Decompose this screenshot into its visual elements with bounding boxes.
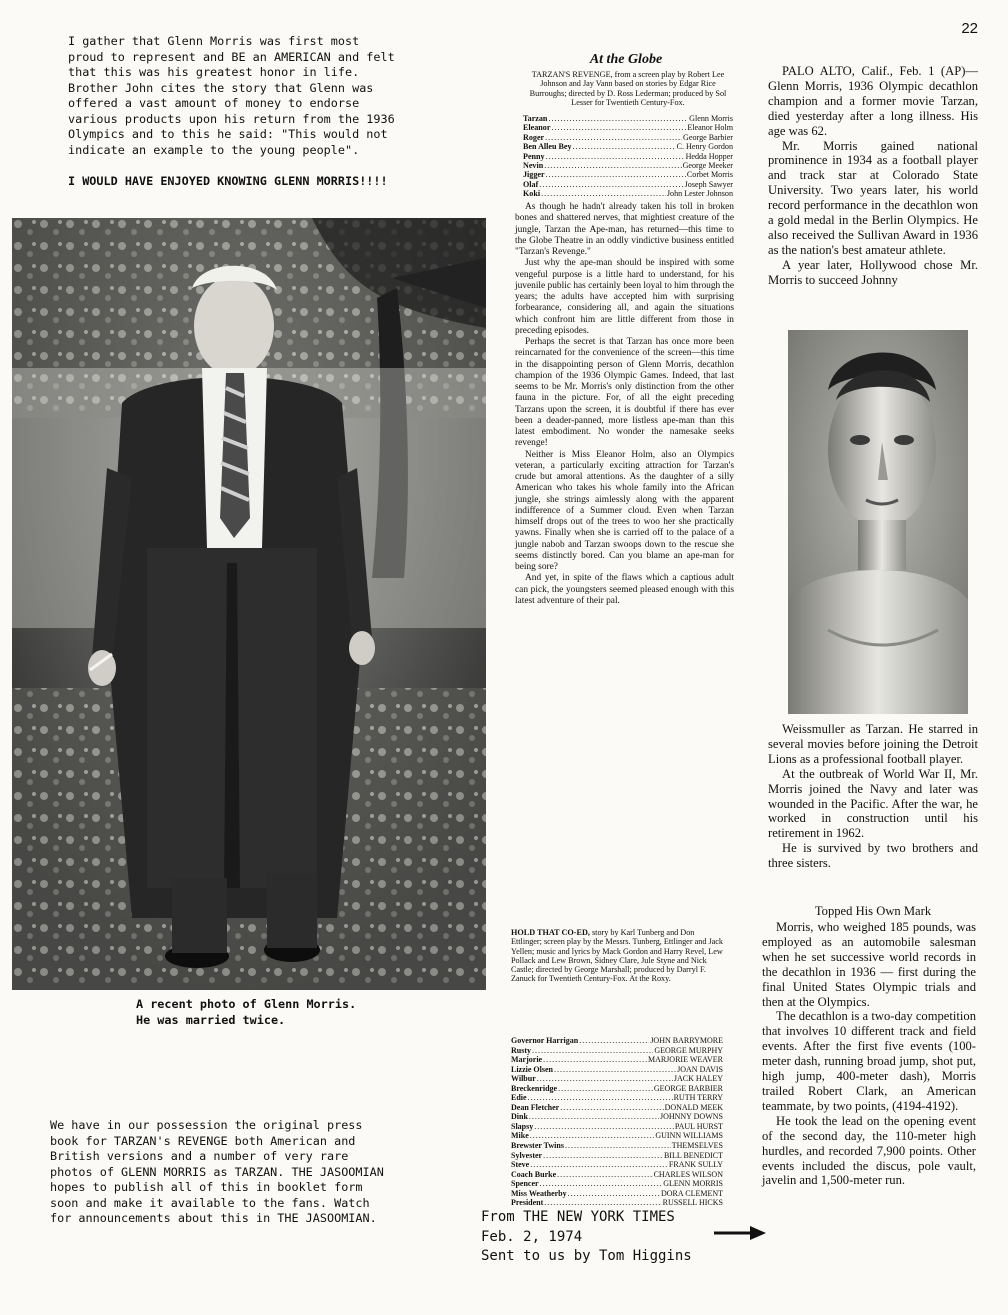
cast-row [523, 123, 733, 132]
cast-role: Governor Harrigan [511, 1036, 579, 1045]
tarzans-revenge-cast-list [523, 114, 733, 199]
cast-actor: FRANK SULLY [668, 1160, 723, 1170]
cast-actor: DONALD MEEK [664, 1102, 723, 1112]
hold-that-coed-title: HOLD THAT CO-ED, [511, 928, 590, 937]
cast-row [511, 1084, 723, 1094]
obituary-paragraph: The decathlon is a two-day competition that involves 10 different track and field events. After the first five events (100-meter dash, running broad jump, shot put, high jump, 400-meter dash), Morris trailed Robert Clark, an American teammate, by two points, (4194-4192). [762, 1009, 976, 1113]
cast-row [523, 180, 733, 189]
cast-role: Dean Fletcher [511, 1102, 560, 1112]
cast-role: Sylvester [511, 1150, 543, 1160]
cast-role: Jigger [523, 170, 545, 180]
intro-paragraph: I gather that Glenn Morris was first most proud to represent and BE an AMERICAN and felt that this was his greatest honor in life. Brother John cites the story that Glenn was offered a vast amount of money to endorse various products upon his return from the 1936 Olympics and to this he said: "This would not indicate an example to the young people". [68, 34, 395, 157]
cast-actor: BILL BENEDICT [663, 1150, 723, 1160]
obituary-paragraph: Weissmuller as Tarzan. He starred in several movies before joining the Detroit Lions as a professional football player. [768, 722, 978, 766]
obituary-paragraph: PALO ALTO, Calif., Feb. 1 (AP)—Glenn Morris, 1936 Olympic decathlon champion and a former movie Tarzan, died yesterday after a long illness. His age was 62. [768, 64, 978, 138]
press-book-note: We have in our possession the original press book for TARZAN's REVENGE both American and British versions and a number of very rare photos of GLENN MORRIS as TARZAN. THE JASOOMIAN hopes to publish all of this in booklet form soon and make it available to the fans. Watch for announcements about this in THE JASOOMIAN. [50, 1118, 384, 1225]
young-glenn-morris-photo [788, 330, 968, 714]
cast-row [523, 189, 733, 198]
cast-role: Marjorie [511, 1055, 543, 1065]
cast-role: Mike [511, 1131, 529, 1141]
cast-row [511, 1074, 723, 1084]
cast-actor: C. Henry Gordon [676, 142, 733, 152]
left-photo-caption: A recent photo of Glenn Morris. He was married twice. [136, 997, 357, 1027]
cast-row [511, 1179, 723, 1189]
hold-that-coed-credits [511, 928, 723, 984]
arrow-right-icon [712, 1224, 768, 1247]
obituary-paragraph: A year later, Hollywood chose Mr. Morris to succeed Johnny [768, 257, 978, 287]
cast-row [523, 114, 733, 123]
cast-role: Olaf [523, 179, 539, 189]
cast-role: Spencer [511, 1179, 539, 1189]
cast-actor: George Barbier [683, 132, 733, 142]
review-paragraph: Perhaps the secret is that Tarzan has once more been reincarnated for the convenience of the screen—this time in the disappointing person of Glenn Morris, decathlon champion of the 1936 Olympic Games. Indeed, that last seems to be Mr. Morris's only distinction from the other fauna in the picture. For, of all the eight preceding Tarzans upon the screen, it is doubtful if there has ever been a deader-panned, more listless ape-man than this latest embodiment. No wonder the namesake seeks revenge! [515, 337, 734, 449]
cast-actor: RUSSELL HICKS [662, 1198, 723, 1208]
cast-row [511, 1093, 723, 1103]
cast-actor: THEMSELVES [671, 1141, 723, 1151]
cast-role: Roger [523, 132, 545, 142]
cast-actor: Eleanor Holm [687, 123, 733, 133]
cast-role: Slapsy [511, 1121, 534, 1131]
cast-row [511, 1036, 723, 1046]
cast-row [511, 1131, 723, 1141]
cast-role: Eleanor [523, 123, 551, 133]
cast-actor: GEORGE MURPHY [654, 1045, 723, 1055]
cast-row [511, 1160, 723, 1170]
obituary-part-3 [762, 920, 976, 1188]
cast-row [511, 1170, 723, 1180]
cast-actor: DORA CLEMENT [661, 1188, 723, 1198]
cast-role: Koki [523, 189, 541, 199]
cast-actor: RUTH TERRY [673, 1093, 723, 1103]
hold-that-coed-credit-text: story by Karl Tunberg and Don Ettlinger; screen play by the Messrs. Tunberg, Ettlinger and Jack Yellen; music and lyrics by Mack Gordon and Harry Revel, Lew Pollack and Lew Brown, Sidney Clare, Jule Styne and Nick Castle; directed by George Marshall; produced by Darryl F. Zanuck for Twentieth Century-Fox. At the Roxy. [511, 928, 724, 984]
review-paragraph: As though he hadn't already taken his toll in broken bones and shattered nerves, that mightiest creature of the jungle, Tarzan the Ape-man, has returned—this time to the Globe Theatre in an oddly vindictive business entitled "Tarzan's Revenge." [515, 202, 734, 257]
cast-actor: MARJORIE WEAVER [647, 1055, 723, 1065]
cast-role: Brewster Twins [511, 1141, 564, 1151]
review-paragraph: Just why the ape-man should be inspired with some vengeful purpose is a little hard to understand, for his juvenile public has certainly been loyal to him through the years; the adults have accepted him with surprising forbearance, considering all, and again the situations which confront him are little different from those in preceding episodes. [515, 258, 734, 336]
cast-row [523, 170, 733, 179]
cast-role: Steve [511, 1160, 530, 1170]
cast-role: Penny [523, 151, 545, 161]
source-note: From THE NEW YORK TIMES Feb. 2, 1974 Sent to us by Tom Higgins [481, 1209, 692, 1264]
cast-actor: JOHN BARRYMORE [650, 1036, 723, 1045]
cast-role: Dink [511, 1112, 528, 1122]
cast-actor: John Lester Johnson [666, 189, 733, 199]
cast-actor: JOAN DAVIS [677, 1064, 723, 1074]
obituary-paragraph: He is survived by two brothers and three sisters. [768, 841, 978, 871]
tarzans-revenge-credits: TARZAN'S REVENGE, from a screen play by Robert Lee Johnson and Jay Vann based on stories by Edgar Rice Burroughs; directed by D. Ross Lederman; produced by Sol Lesser for Twentieth Century-Fox. [529, 70, 727, 108]
cast-actor: Corbet Morris [686, 170, 733, 180]
cast-row [511, 1103, 723, 1113]
cast-role: Nevin [523, 161, 544, 171]
review-paragraph: And yet, in spite of the flaws which a captious adult can pick, the youngsters seemed pleased enough with this latest adventure of their pal. [515, 573, 734, 606]
tarzans-revenge-review [515, 202, 734, 607]
cast-actor: JOHNNY DOWNS [659, 1112, 723, 1122]
glenn-morris-recent-photo [12, 218, 486, 990]
cast-role: Miss Weatherby [511, 1188, 567, 1198]
page-number: 22 [961, 20, 978, 37]
cast-actor: Glenn Morris [689, 114, 733, 123]
obituary-paragraph: He took the lead on the opening event of the second day, the 110-meter high hurdles, and recorded 7,900 points. Other events included the discus, pole vault, javelin and 1,500-meter run. [762, 1113, 976, 1188]
cast-row [523, 152, 733, 161]
cast-row [523, 142, 733, 151]
cast-actor: JACK HALEY [673, 1074, 723, 1084]
cast-role: Tarzan [523, 114, 548, 123]
obituary-part-1 [768, 64, 978, 288]
cast-role: Wilbur [511, 1074, 536, 1084]
obituary-part-2 [768, 722, 978, 871]
cast-row [523, 133, 733, 142]
obituary-subheading: Topped His Own Mark [814, 904, 932, 918]
cast-actor: Hedda Hopper [685, 151, 733, 161]
cast-role: Breckenridge [511, 1083, 558, 1093]
cast-actor: George Meeker [682, 161, 733, 171]
cast-role: Lizzie Olsen [511, 1064, 553, 1074]
cast-actor: GLENN MORRIS [663, 1179, 723, 1189]
obituary-paragraph: At the outbreak of World War II, Mr. Morris joined the Navy and later was wounded in the Pacific. After the war, he worked in construction until his retirement in 1962. [768, 766, 978, 841]
cast-role: Edie [511, 1093, 527, 1103]
cast-row [511, 1065, 723, 1075]
cast-row [511, 1151, 723, 1161]
cast-row [511, 1189, 723, 1199]
cast-role: Ben Alleu Bey [523, 142, 572, 152]
review-paragraph: Neither is Miss Eleanor Holm, also an Olympics veteran, a particularly exciting attraction for Tarzan's crude but amoral attentions. As the daughter of a silly American who takes his whole family into the African jungle, she strings aimlessly along with the apparent indifference of a Summer cloud. Even when Tarzan himself drops out of the trees to woo her she practically yawns. Finally when she is carried off to the palace of a jungle nabob and Tarzan swoops down to the rescue she seems distinctly bored. Can you blame an ape-man for being sore? [515, 449, 734, 572]
cast-row [523, 161, 733, 170]
cast-role: President [511, 1198, 544, 1208]
cast-row [511, 1112, 723, 1122]
cast-actor: GUINN WILLIAMS [655, 1131, 723, 1141]
cast-row [511, 1055, 723, 1065]
cast-row [511, 1198, 723, 1208]
cast-actor: PAUL HURST [674, 1121, 723, 1131]
review-title: At the Globe [589, 52, 663, 67]
cast-row [511, 1141, 723, 1151]
obituary-paragraph: Morris, who weighed 185 pounds, was employed as an automobile salesman when he set successive world records in the decathlon in 1936 — first during the final United States Olympic trials and then at the Olympics. [762, 920, 976, 1009]
hold-that-coed-cast-list [511, 1036, 723, 1208]
obituary-paragraph: Mr. Morris gained national prominence in 1934 as a football player and track star at Colorado State University. Two years later, his world record performance in the decathlon won a gold medal in the Berlin Olympics. He also received the Sullivan Award in 1936 as the nation's best amateur athlete. [768, 138, 978, 257]
cast-row [511, 1122, 723, 1132]
intro-exclamation: I WOULD HAVE ENJOYED KNOWING GLENN MORRIS!!!! [68, 174, 388, 188]
cast-actor: Joseph Sawyer [684, 179, 733, 189]
cast-role: Coach Burke [511, 1169, 557, 1179]
cast-actor: GEORGE BARBIER [653, 1083, 723, 1093]
cast-row [511, 1046, 723, 1056]
cast-actor: CHARLES WILSON [653, 1169, 723, 1179]
cast-role: Rusty [511, 1045, 532, 1055]
